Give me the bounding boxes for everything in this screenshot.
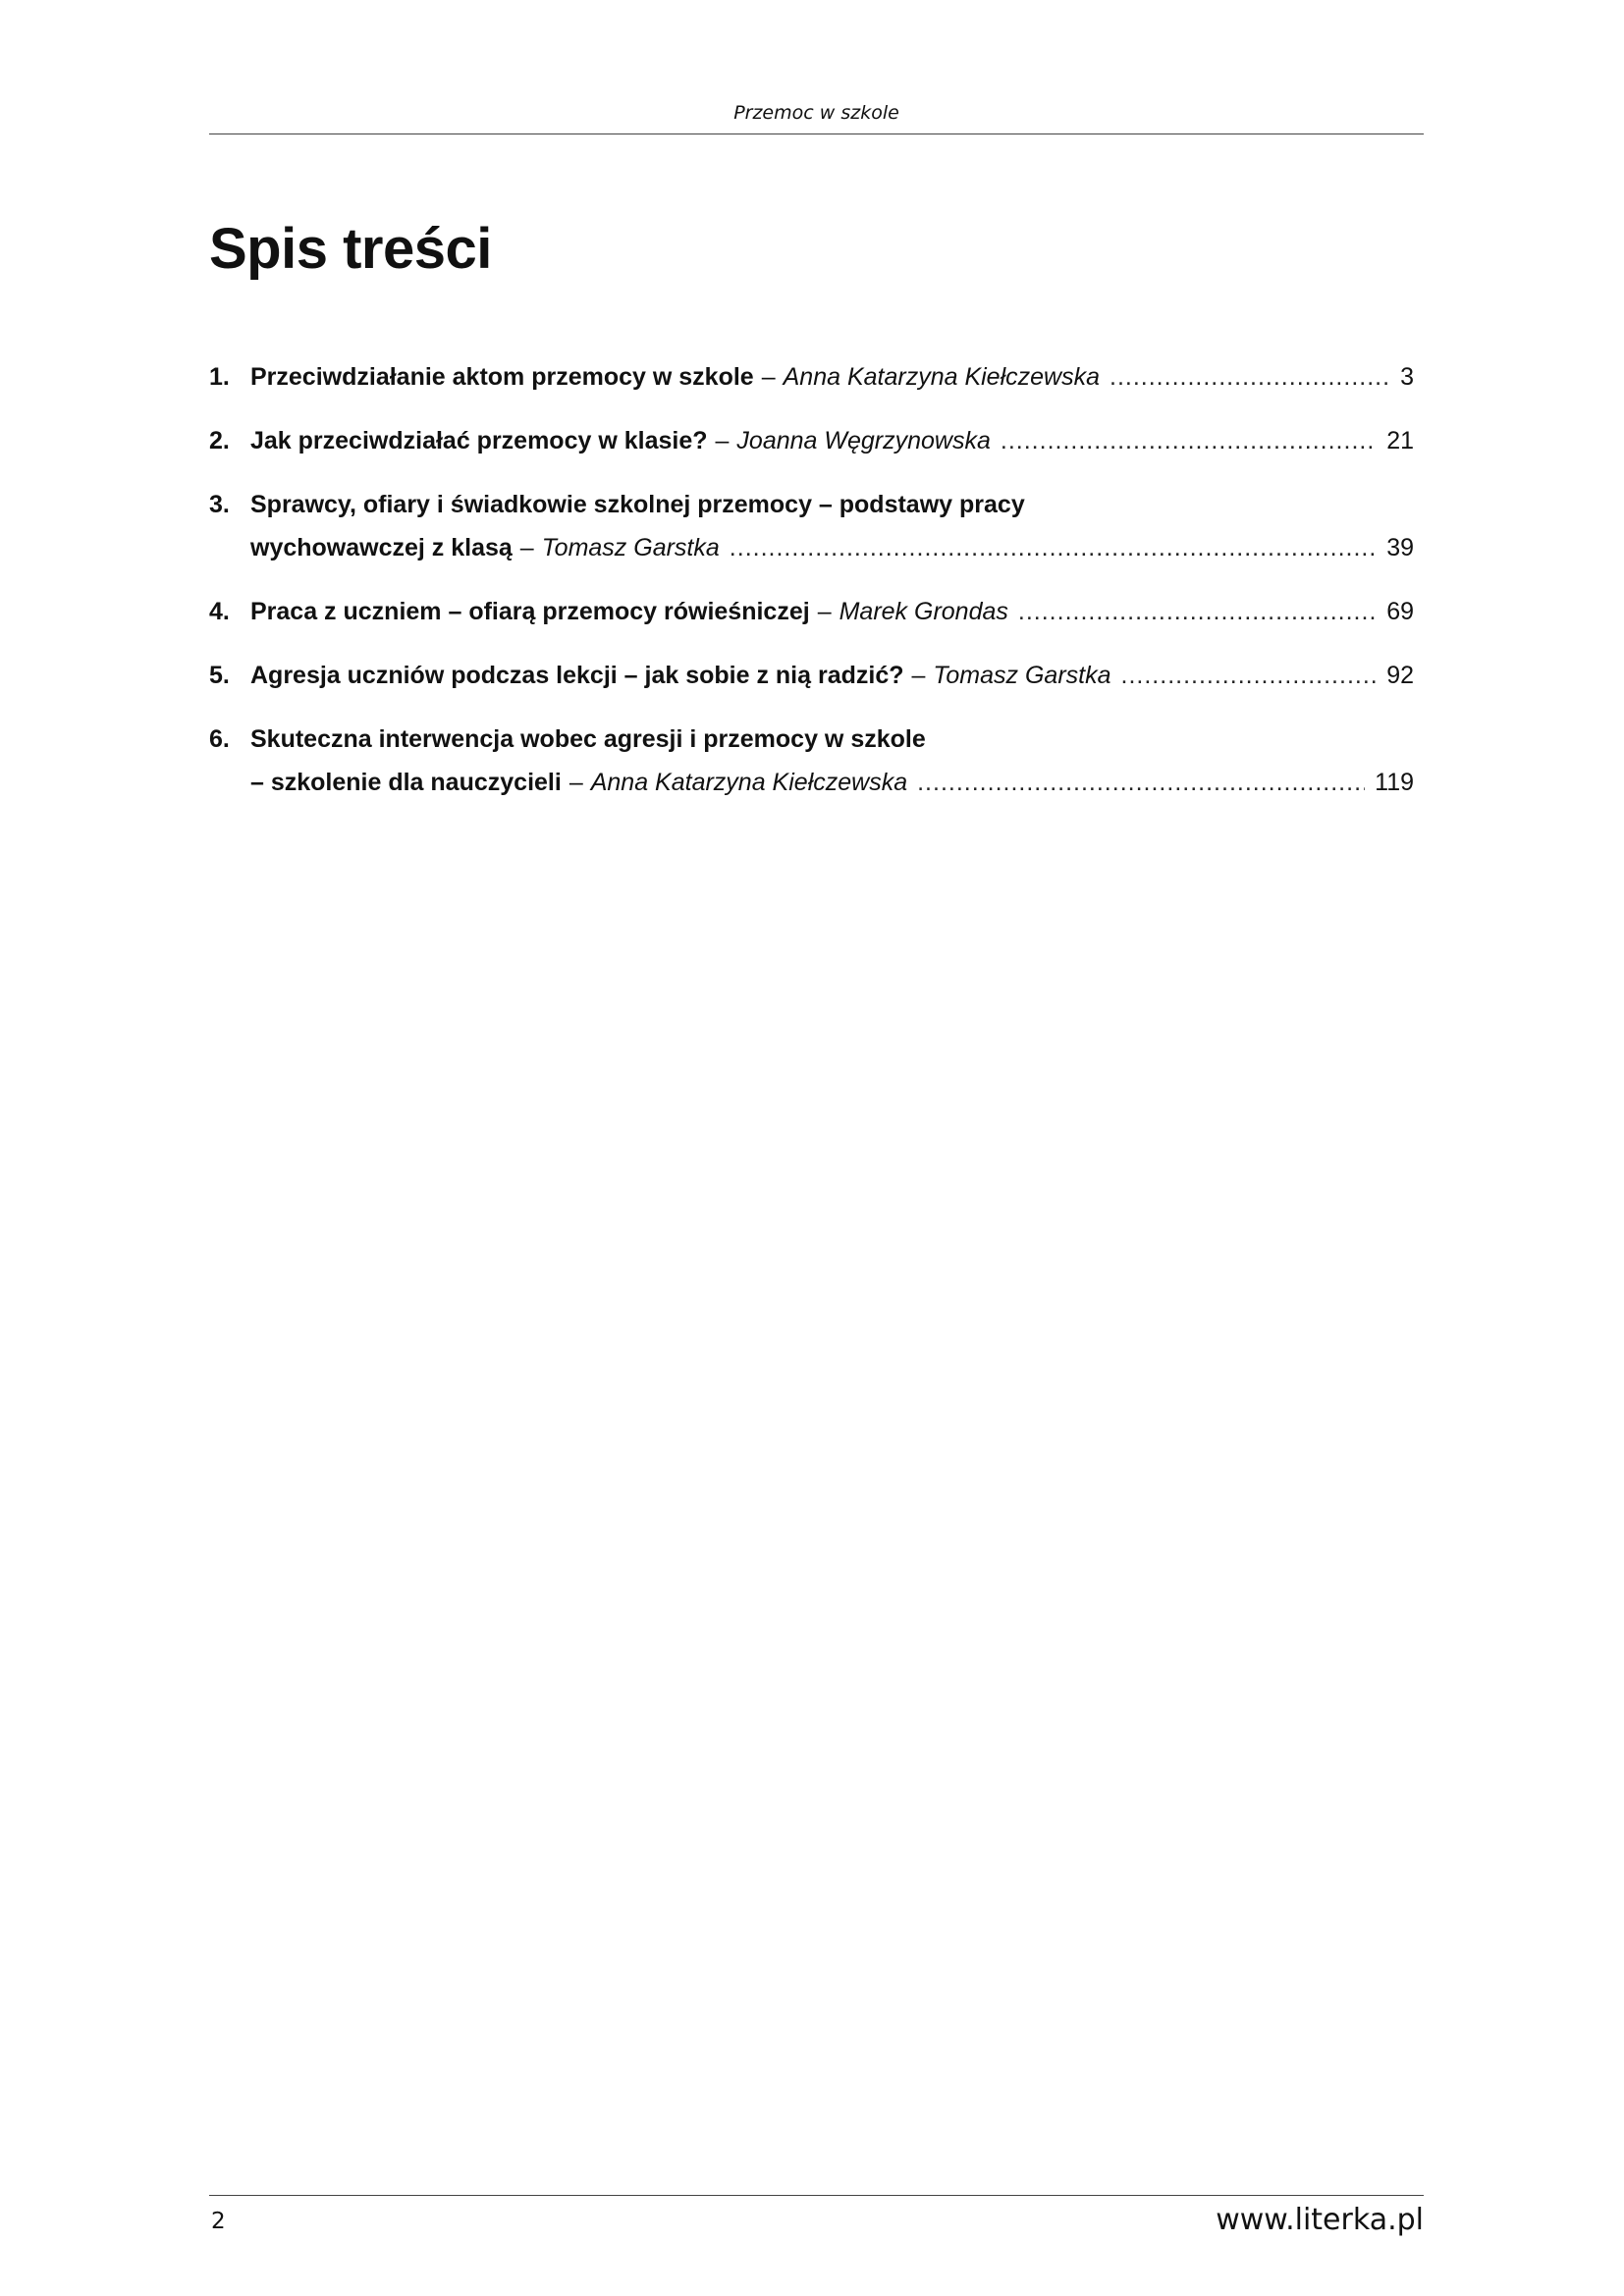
toc-entry-4[interactable] bbox=[209, 590, 1414, 633]
toc-entry-title-line-2: – szkolenie dla nauczycieli bbox=[250, 769, 562, 796]
toc-entry-separator: – bbox=[911, 662, 926, 689]
toc-entry-author: Tomasz Garstka bbox=[933, 662, 1111, 689]
toc-entry-number: 3. bbox=[209, 491, 230, 518]
toc-entry-separator: – bbox=[817, 598, 832, 625]
toc-entry-6[interactable] bbox=[209, 718, 1414, 804]
toc-entry-title: Jak przeciwdziałać przemocy w klasie? bbox=[250, 427, 708, 454]
dot-leader bbox=[1018, 590, 1377, 633]
page-number: 2 bbox=[211, 2209, 226, 2234]
toc-entry-1[interactable] bbox=[209, 355, 1414, 399]
dot-leader bbox=[917, 761, 1365, 804]
toc-entry-title: Przeciwdziałanie aktom przemocy w szkole bbox=[250, 363, 754, 391]
website-link[interactable]: www.literka.pl bbox=[1216, 2203, 1424, 2237]
table-of-contents bbox=[209, 355, 1414, 825]
dot-leader bbox=[730, 526, 1377, 569]
dot-leader bbox=[1001, 419, 1377, 462]
toc-entry-page: 119 bbox=[1375, 769, 1414, 796]
toc-entry-title-line-2: wychowawczej z klasą bbox=[250, 534, 513, 561]
page-title: Spis treści bbox=[209, 217, 492, 281]
toc-entry-author: Anna Katarzyna Kiełczewska bbox=[590, 769, 908, 796]
toc-entry-title: Agresja uczniów podczas lekcji – jak sobie z nią radzić? bbox=[250, 662, 904, 689]
toc-entry-author: Joanna Węgrzynowska bbox=[736, 427, 991, 454]
toc-entry-number: 4. bbox=[209, 598, 230, 625]
toc-entry-author: Marek Grondas bbox=[839, 598, 1008, 625]
footer-divider bbox=[209, 2195, 1424, 2196]
toc-entry-number: 5. bbox=[209, 662, 230, 689]
toc-entry-page: 69 bbox=[1386, 598, 1414, 625]
running-header: Przemoc w szkole bbox=[733, 102, 899, 124]
toc-entry-separator: – bbox=[761, 363, 776, 391]
toc-entry-page: 92 bbox=[1386, 662, 1414, 689]
toc-entry-2[interactable] bbox=[209, 419, 1414, 462]
toc-entry-author: Tomasz Garstka bbox=[541, 534, 720, 561]
dot-leader bbox=[1121, 654, 1378, 697]
toc-entry-page: 21 bbox=[1386, 427, 1414, 454]
toc-entry-page: 39 bbox=[1386, 534, 1414, 561]
toc-entry-separator: – bbox=[519, 534, 534, 561]
toc-entry-title: Praca z uczniem – ofiarą przemocy rówieśniczej bbox=[250, 598, 810, 625]
dot-leader bbox=[1110, 355, 1390, 399]
toc-entry-separator: – bbox=[568, 769, 583, 796]
toc-entry-number: 2. bbox=[209, 427, 230, 454]
toc-entry-number: 1. bbox=[209, 363, 230, 391]
toc-entry-title-line-1: Skuteczna interwencja wobec agresji i przemocy w szkole bbox=[250, 725, 926, 753]
toc-entry-author: Anna Katarzyna Kiełczewska bbox=[783, 363, 1100, 391]
toc-entry-page: 3 bbox=[1400, 363, 1414, 391]
toc-entry-5[interactable] bbox=[209, 654, 1414, 697]
toc-entry-title-line-1: Sprawcy, ofiary i świadkowie szkolnej przemocy – podstawy pracy bbox=[250, 491, 1025, 518]
header-divider bbox=[209, 133, 1424, 134]
toc-entry-number: 6. bbox=[209, 725, 230, 753]
toc-entry-3[interactable] bbox=[209, 483, 1414, 569]
toc-entry-separator: – bbox=[715, 427, 730, 454]
